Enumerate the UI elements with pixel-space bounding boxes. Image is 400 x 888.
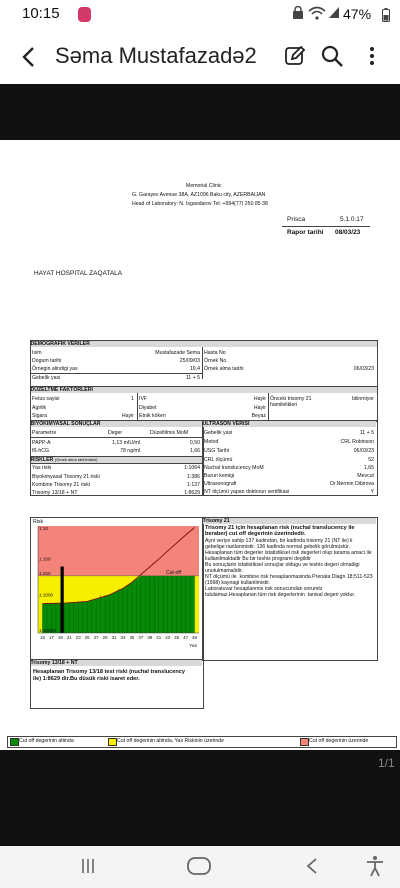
- previous-trisomy-label: Önceki trisomy 21 hamilelikleri: [270, 396, 312, 408]
- col-parameter: Parametre: [32, 430, 57, 436]
- us-row-label: Burun kemigi: [204, 473, 235, 479]
- search-button[interactable]: [320, 44, 346, 70]
- bio-row-value: 78 ng/ml: [120, 448, 140, 454]
- diabetes-label: Diyabet: [139, 405, 157, 411]
- viewer-background-top: [0, 84, 400, 140]
- software-label: Prisca: [287, 216, 306, 223]
- risk-row-value: 1:8629: [184, 490, 200, 496]
- document-title: Səma Mustafazadə2: [55, 43, 257, 68]
- risk-chart: [30, 521, 202, 651]
- more-vertical-icon: [360, 44, 384, 68]
- us-row-label: CRL ölçümü: [204, 457, 233, 463]
- legend-green-label: Cut off degerinin altinda: [19, 738, 74, 744]
- us-row-label: Metod: [204, 439, 219, 445]
- chart-y-tick-label: 1:10000: [39, 628, 56, 633]
- page-indicator: 1/1: [378, 756, 395, 770]
- demographic-header: DEMOGRAFIK VERILER: [31, 341, 377, 347]
- risks-note: (Örnek alma tarihindeki): [54, 456, 98, 462]
- trisomy1318-text: Hesaplanan Trisomy 13/18 test riski (nuchal translucency ile) 1:8629 dir.Bu düsük riski isaret eder.: [33, 669, 186, 682]
- trisomy1318-section: [30, 659, 204, 709]
- chart-x-tick-label: 19: [57, 635, 63, 640]
- chart-y-label: Risk: [33, 519, 44, 525]
- lock-icon: [292, 6, 304, 22]
- search-icon: [320, 44, 344, 68]
- ethnicity-label: Etnik köken: [139, 413, 166, 419]
- risk-row-value: 1:386: [187, 474, 200, 480]
- diabetes-value: Hayir: [253, 405, 266, 411]
- chart-y-tick-label: 1:100: [39, 556, 51, 562]
- back-button[interactable]: [16, 44, 42, 70]
- chart-x-tick-label: 33: [120, 635, 126, 640]
- chart-x-tick-label: 17: [48, 635, 54, 640]
- sample-date-label: Örnek alma tarihi: [204, 366, 244, 372]
- trisomy21-body: Ayni veriye sahip 137 kadindan, bir kadinda trisomy 21 (NT ile) li gebelige rastlanmistir. 136 kadinda normal gebelik görülmüstür. Hesaplanan tüm degerler istatistiksel risk degerleri olup tarama amaci ile kullanilmaktadir Bu bir teshis programi degildir Bu sonuçlarin istatistiksel sonuçlar oldugu ve teshis degeri olmadigi unutulmamalidir. NT ölçümü ile kombine risk hesaplanmasinda Prenata Diagn 18;511-523 (1998) kaynagi kullanilmistir. Laboratuvar hesaplanmis risk sonucundan sorumlu tutulamaz.Hesaplanan tüm risk degerlerinin tanisal degeri yoktur.: [205, 538, 373, 598]
- factors-header: DÜZELTME FAKTÖRLERI: [31, 387, 377, 393]
- us-row-value: Y: [370, 489, 374, 495]
- software-version: 5.1.0.17: [340, 216, 364, 223]
- chart-patient-marker: [61, 567, 64, 633]
- accessibility-button[interactable]: [366, 855, 384, 882]
- birth-date-label: Dogum tarihi: [32, 358, 62, 364]
- bio-row-mom: 1,66: [189, 448, 200, 454]
- legend-green-swatch: [10, 738, 19, 746]
- us-row-label: Ultrasonografi: [204, 481, 237, 487]
- weight-label: Agirlik: [32, 405, 47, 411]
- risk-row-label: Biyokimyasal Trisomy 21 riski: [32, 474, 100, 480]
- legend-yellow-label: Cut off degerinin altinda, Yas Riskinin üzerinde: [117, 738, 224, 744]
- ivf-value: Hayir: [253, 396, 266, 402]
- chart-x-tick-label: 25: [84, 635, 90, 640]
- battery-icon: [382, 8, 390, 26]
- trisomy1318-header: Trisomy 13/18 + NT: [31, 660, 202, 666]
- chart-x-tick-label: 21: [66, 635, 72, 640]
- clinic-head: Head of Laboratory: N. Isgandarov Tel: +994(77) 250 85 38: [132, 201, 268, 207]
- chart-x-tick-label: 39: [147, 635, 153, 640]
- risk-row-value: 1:1064: [184, 465, 200, 471]
- chart-x-tick-label: 35: [129, 635, 135, 640]
- chart-y-tick-label: 1:10: [39, 526, 48, 531]
- chart-x-tick-label: 23: [75, 635, 81, 640]
- signal-icon: [328, 6, 340, 22]
- mic-indicator-icon: [78, 7, 91, 22]
- sample-age-value: 19,4: [189, 366, 200, 372]
- smoking-label: Sigara: [32, 413, 47, 419]
- fetus-count-label: Fetus sayisi: [32, 396, 60, 402]
- home-button[interactable]: [186, 856, 212, 881]
- col-corrected-mom: Düzeltilmis MoM: [150, 430, 189, 436]
- chart-x-label: Yas: [189, 644, 197, 649]
- us-row-value: 06/03/23: [353, 448, 374, 454]
- smoking-value: Hayir: [121, 413, 134, 419]
- chart-x-tick-label: 29: [102, 635, 108, 640]
- trisomy21-header: Trisomy 21: [203, 518, 376, 524]
- col-value: Deger: [108, 430, 123, 436]
- hospital-name: HAYAT HOSPITAL ZAQATALA: [34, 270, 123, 277]
- sample-no-label: Örnek No: [204, 358, 227, 364]
- viewer-background-bottom: [0, 750, 400, 846]
- home-icon: [186, 856, 212, 876]
- bio-row-param: fß-hCG: [32, 448, 50, 454]
- recent-apps-icon: [80, 858, 96, 874]
- chart-x-tick-label: 45: [174, 635, 180, 640]
- report-date-label: Rapor tarihi: [287, 229, 324, 236]
- nav-back-button[interactable]: [305, 857, 319, 880]
- ivf-label: IVF: [139, 396, 148, 402]
- previous-trisomy-value: bilinmiyor: [352, 396, 374, 402]
- legend-red-swatch: [300, 738, 309, 746]
- chart-x-tick-label: 27: [93, 635, 99, 640]
- sample-date-value: 06/03/23: [353, 366, 374, 372]
- battery-level: 47%: [343, 6, 372, 22]
- app-bar: [0, 30, 400, 84]
- chart-x-tick-label: 31: [111, 635, 117, 640]
- sample-age-label: Örnegin alindigi yas: [32, 366, 78, 372]
- trisomy21-summary: Trisomy 21 için hesaplanan risk (nuchal translucency ile beraber) cut off degerinin üzerindedir.: [205, 525, 355, 538]
- pdf-page[interactable]: [0, 140, 400, 750]
- us-row-label: Gebelik yasi: [204, 430, 233, 436]
- status-bar: [0, 0, 400, 30]
- clinic-name: Memorial Clinic: [186, 183, 222, 189]
- report-date: 08/03/23: [335, 229, 361, 236]
- more-options-button[interactable]: [360, 44, 386, 70]
- us-row-label: Nuchal translucency MoM: [204, 465, 264, 471]
- birth-date-value: 25/09/03: [179, 358, 200, 364]
- gestational-age-label: Gebelik yasi: [32, 375, 61, 381]
- bio-row-mom: 0,50: [189, 440, 200, 446]
- ultrasound-header: ULTRASON VERISI: [203, 421, 376, 427]
- us-row-value: Mevcut: [357, 473, 374, 479]
- risk-row-label: Kombine Trisomy 21 riski: [32, 482, 90, 488]
- chart-x-tick-label: 41: [156, 635, 162, 640]
- chart-x-tick-label: 37: [138, 635, 144, 640]
- legend-yellow-swatch: [108, 738, 117, 746]
- chart-y-tick-label: 1:250: [39, 570, 51, 576]
- recent-apps-button[interactable]: [80, 858, 96, 879]
- system-nav-bar: [0, 846, 400, 888]
- us-row-label: NT ölçümü yapan doktorun sertifikasi: [204, 489, 290, 495]
- wifi-icon: [308, 6, 326, 23]
- legend-red-label: Cut off degerinin üzerinde: [309, 738, 369, 744]
- gestational-age-value: 11 + 5: [185, 375, 200, 381]
- accessibility-icon: [366, 855, 384, 877]
- chart-x-tick-label: 43: [165, 635, 171, 640]
- us-row-value: 52: [368, 457, 374, 463]
- risk-row-label: Trisomy 13/18 + NT: [32, 490, 78, 496]
- demographic-section: [30, 340, 378, 388]
- risk-row-label: Yas riski: [32, 465, 52, 471]
- us-row-value: Dr.Nermin Dibirova: [330, 481, 374, 487]
- us-row-value: 11 + 5: [359, 430, 374, 436]
- chart-x-tick-label: 49: [192, 635, 197, 640]
- bio-row-value: 1,13 mIU/ml: [112, 440, 140, 446]
- ethnicity-value: Beyaz: [251, 413, 266, 419]
- back-arrow-icon: [16, 44, 42, 70]
- name-value: Mustafazade Sema: [155, 350, 200, 356]
- risks-header: [31, 457, 202, 463]
- risk-row-value: 1:137: [187, 482, 200, 488]
- name-label: Isim: [32, 350, 42, 356]
- chart-y-tick-label: 1:1000: [39, 592, 54, 598]
- us-row-label: USG Tarihi: [204, 448, 229, 454]
- chart-x-tick-label: 47: [183, 635, 189, 640]
- chart-x-tick-label: 15: [40, 635, 45, 640]
- risks-title: RISKLER: [30, 456, 54, 463]
- chart-cutoff-label: Cut-off: [166, 569, 181, 576]
- patient-no-label: Hasta No: [204, 350, 226, 356]
- biochemistry-header: BIYOKIMYASAL SONUÇLAR: [31, 421, 202, 427]
- edit-pencil-icon: [283, 44, 307, 68]
- us-row-value: 1,65: [363, 465, 374, 471]
- status-time: 10:15: [22, 5, 60, 22]
- nav-back-icon: [305, 857, 319, 875]
- us-row-value: CRL Robinson: [340, 439, 374, 445]
- fetus-count-value: 1: [131, 396, 134, 402]
- clinic-address: G. Garayev Avenue 38A, AZ1096 Baku city, AZERBAIJAN: [132, 192, 266, 198]
- bio-row-param: PAPP-A: [32, 440, 51, 446]
- edit-button[interactable]: [283, 44, 309, 70]
